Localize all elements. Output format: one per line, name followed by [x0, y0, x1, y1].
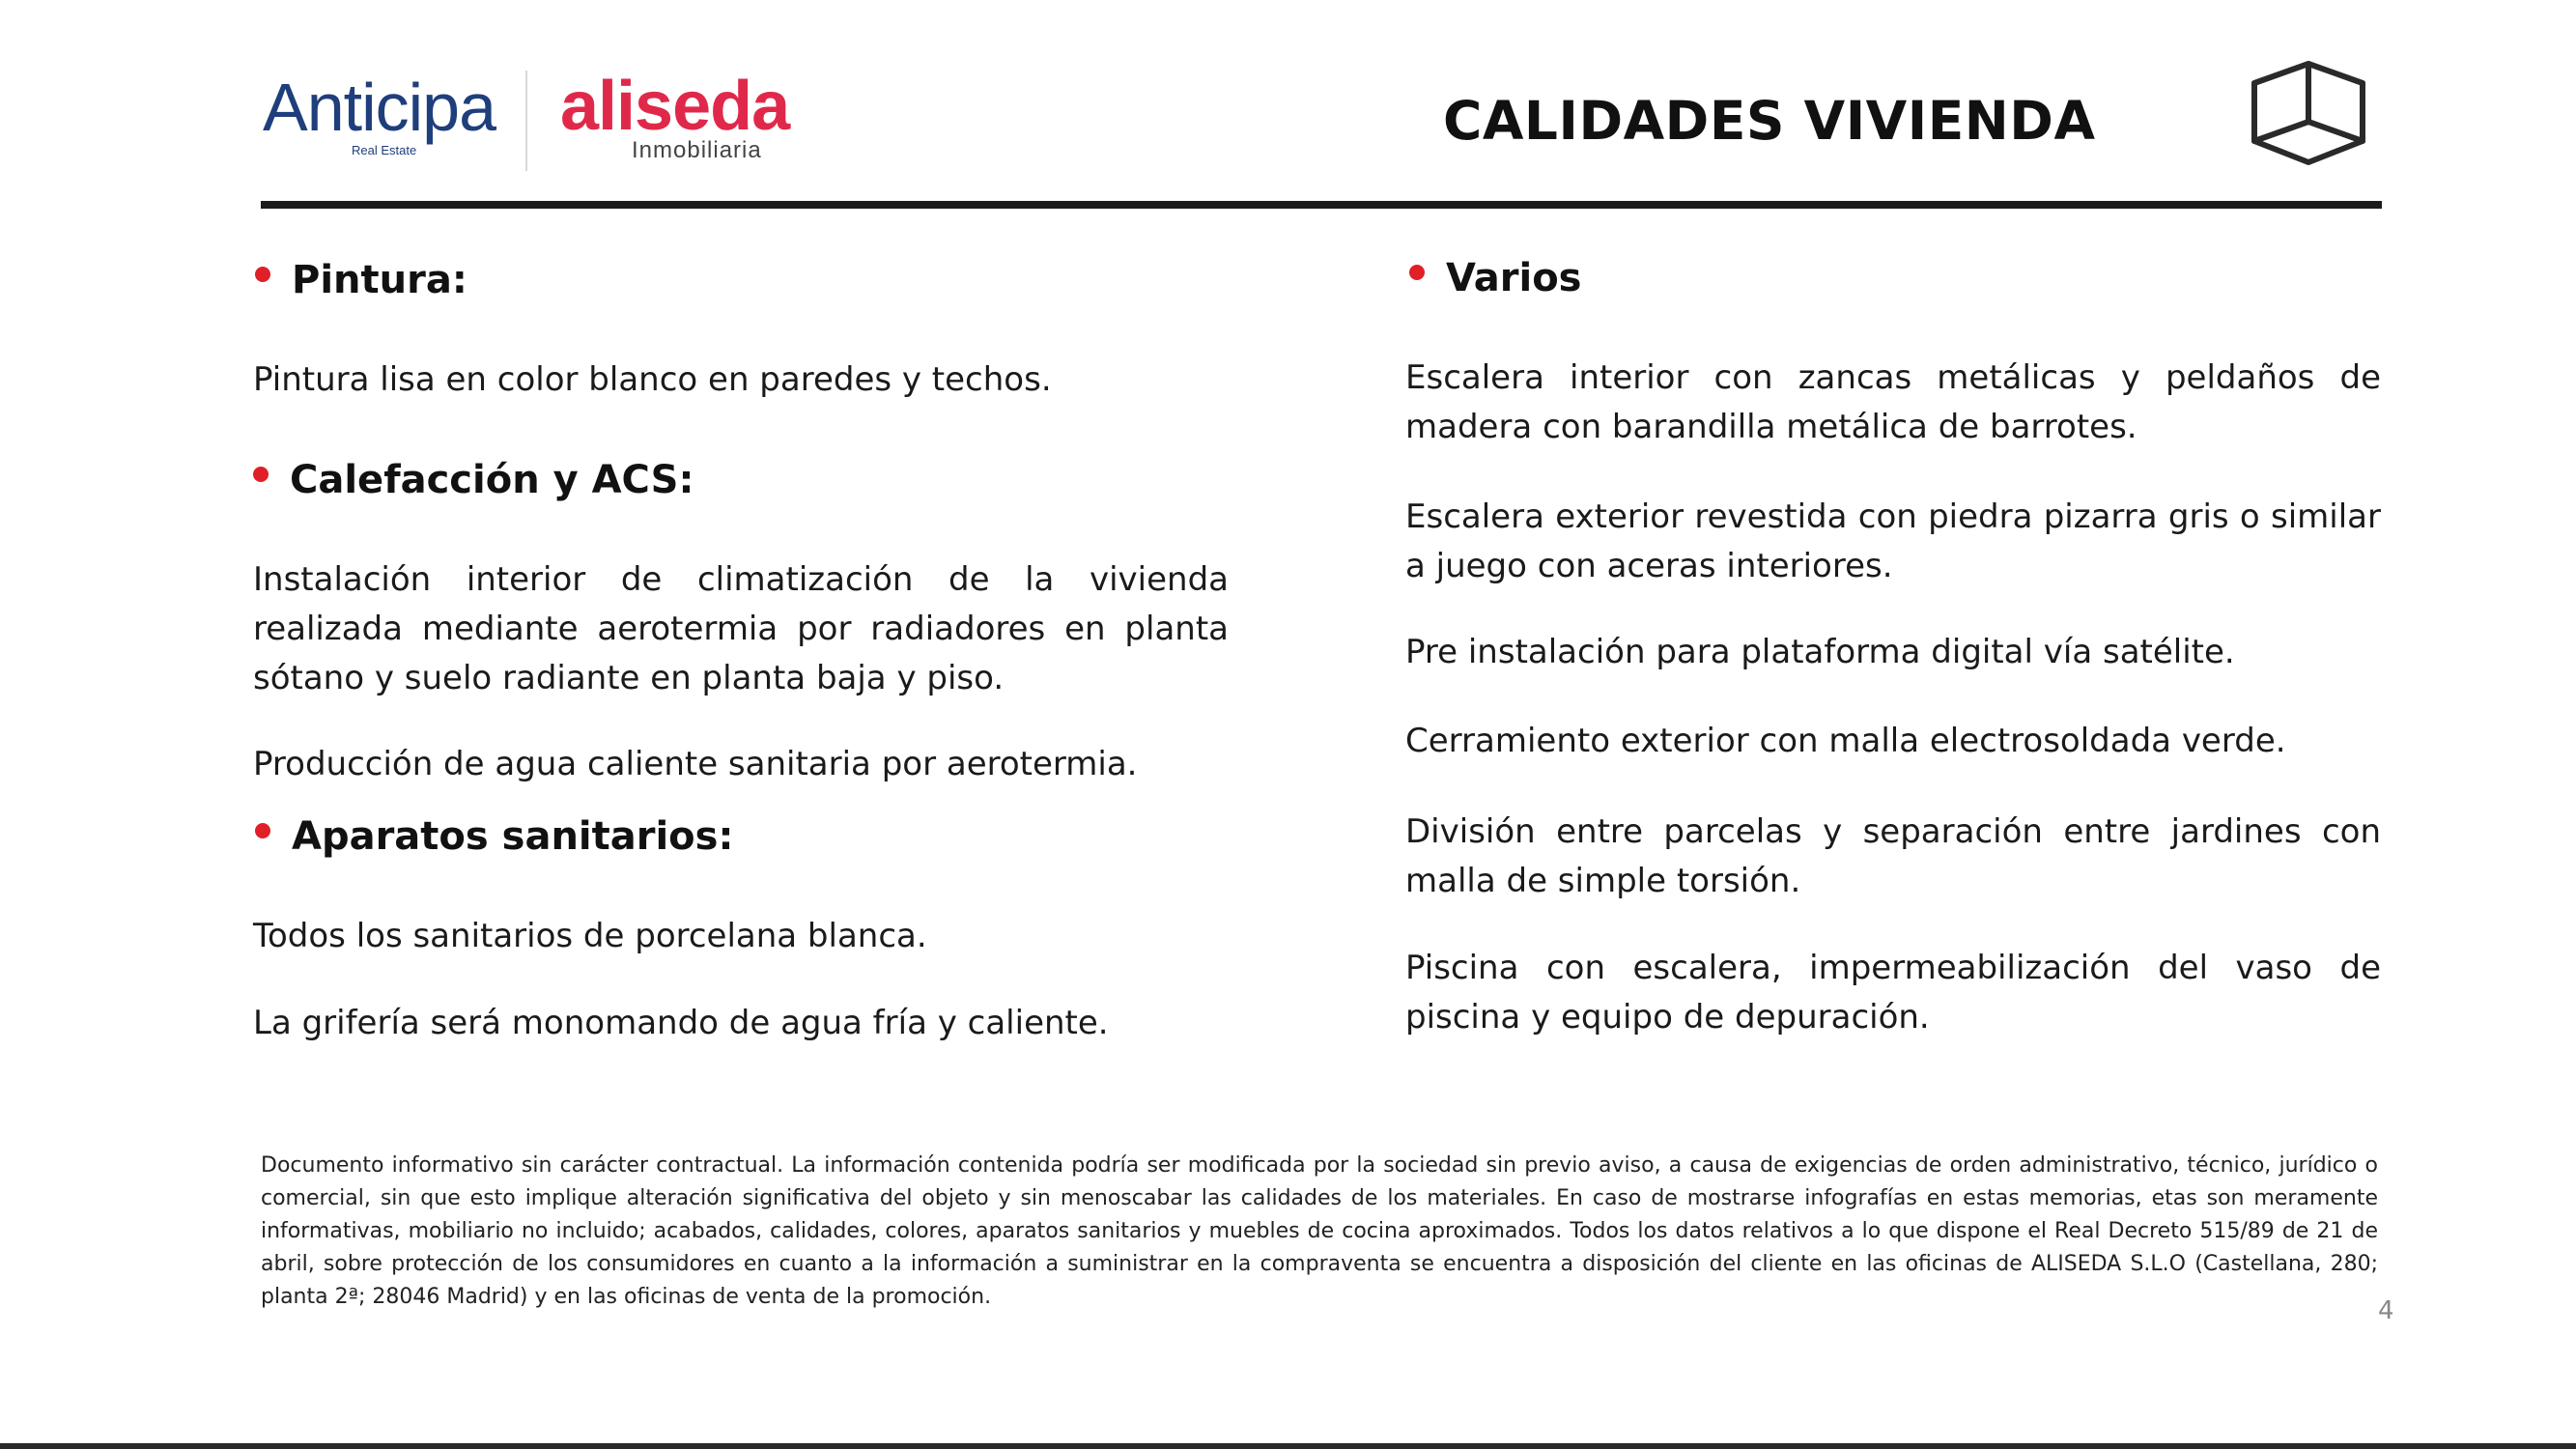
section-heading-label: Calefacción y ACS:	[290, 458, 694, 502]
aliseda-logo	[560, 68, 802, 174]
section-heading-pintura	[255, 258, 467, 302]
cube-icon	[2249, 58, 2368, 168]
paragraph: Instalación interior de climatización de la vivienda realizada mediante aerotermia por radiadores en planta sótano y suelo radiante en planta baja y piso.	[253, 560, 1229, 697]
bullet-icon	[253, 467, 269, 482]
section-heading-label: Pintura:	[292, 258, 467, 302]
paragraph: Cerramiento exterior con malla electrosoldada verde.	[1405, 722, 2286, 760]
aliseda-logo-subtitle: Inmobiliaria	[632, 137, 762, 163]
page-title: CALIDADES VIVIENDA	[1443, 90, 2096, 152]
bullet-icon	[255, 823, 270, 838]
paragraph: División entre parcelas y separación entre jardines con malla de simple torsión.	[1405, 812, 2381, 900]
section-heading-label: Varios	[1446, 256, 1582, 300]
paragraph: La grifería será monomando de agua fría y caliente.	[253, 1004, 1109, 1042]
logo-divider	[525, 71, 527, 171]
paragraph: Todos los sanitarios de porcelana blanca.	[253, 917, 927, 955]
anticipa-logo-tagline: Real Estate	[352, 143, 417, 157]
paragraph: Producción de agua caliente sanitaria por aerotermia.	[253, 745, 1138, 783]
header-rule	[261, 201, 2382, 209]
paragraph: Pre instalación para plataforma digital vía satélite.	[1405, 633, 2235, 671]
section-heading-calefaccion	[253, 458, 694, 502]
page-number: 4	[2378, 1296, 2394, 1325]
paragraph: Escalera exterior revestida con piedra pizarra gris o similar a juego con aceras interiores.	[1405, 497, 2381, 585]
legal-disclaimer: Documento informativo sin carácter contractual. La información contenida podría ser modificada por la sociedad sin previo aviso, a causa de exigencias de orden administrativo, técnico, jurídico o comercial, sin que esto implique alteración significativa del objeto y sin menoscabar las calidades de los materiales. En caso de mostrarse infografías en estas memorias, etas son meramente informativas, mobiliario no incluido; acabados, calidades, colores, aparatos sanitarios y muebles de cocina aproximados. Todos los datos relativos a lo que dispone el Real Decreto 515/89 de 21 de abril, sobre protección de los consumidores en cuanto a la información a suministrar en la compraventa se encuentra a disposición del cliente en las oficinas de ALISEDA S.L.O (Castellana, 280; planta 2ª; 28046 Madrid) y en las oficinas de venta de la promoción.	[261, 1153, 2378, 1309]
anticipa-logo-wordmark: Anticipa	[263, 70, 496, 145]
section-heading-aparatos	[255, 814, 734, 859]
section-heading-varios	[1409, 256, 1582, 300]
paragraph: Piscina con escalera, impermeabilización del vaso de piscina y equipo de depuración.	[1405, 949, 2381, 1037]
header-logos	[263, 68, 802, 174]
bullet-icon	[255, 267, 270, 282]
paragraph: Escalera interior con zancas metálicas y peldaños de madera con barandilla metálica de barrotes.	[1405, 358, 2381, 446]
anticipa-logo	[263, 68, 504, 174]
aliseda-logo-wordmark: aliseda	[560, 68, 790, 145]
bullet-icon	[1409, 265, 1425, 280]
section-heading-label: Aparatos sanitarios:	[292, 814, 734, 859]
bottom-bar	[0, 1443, 2576, 1449]
paragraph: Pintura lisa en color blanco en paredes y techos.	[253, 360, 1052, 399]
